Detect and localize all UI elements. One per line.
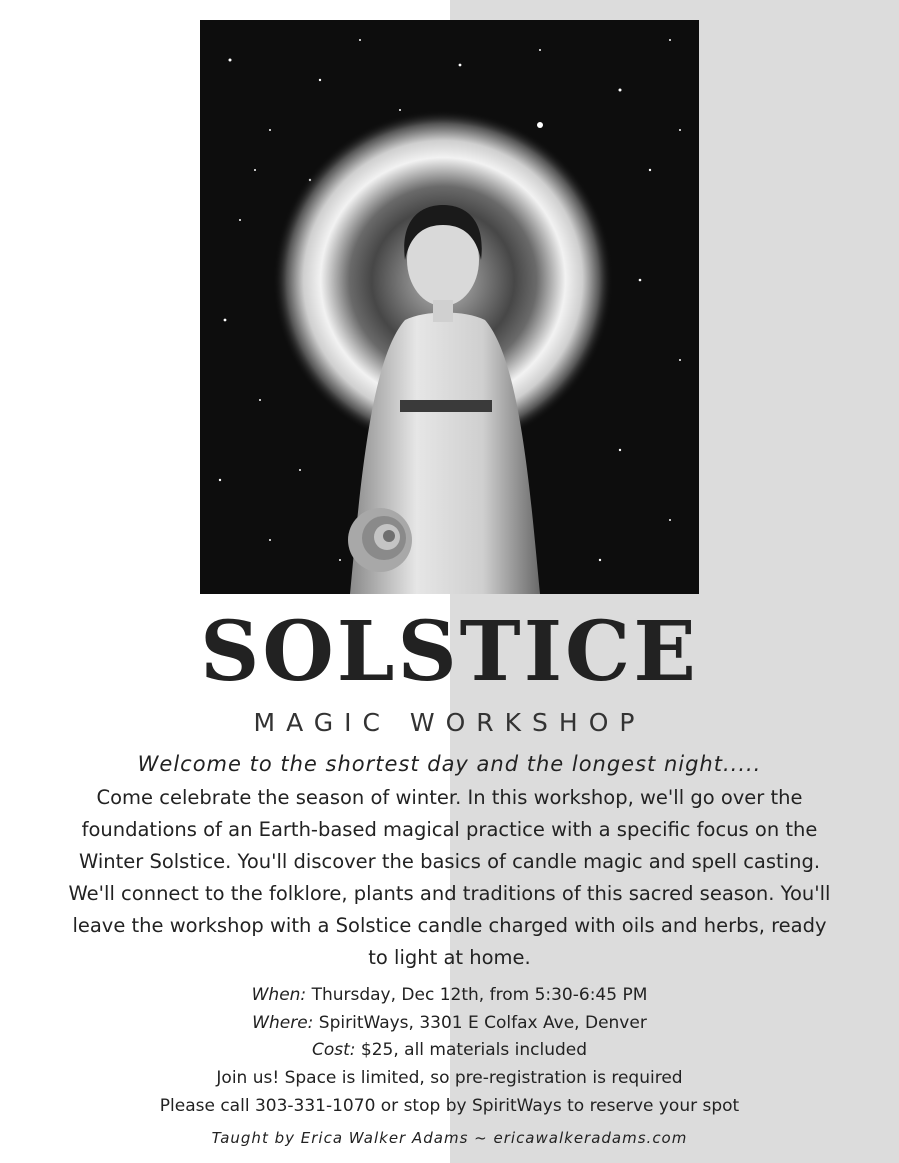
neck: [433, 300, 453, 322]
description-line: foundations of an Earth-based magical practice with a specific focus on the: [81, 818, 818, 841]
woman-with-halo-illustration: [200, 20, 699, 594]
call-line: Please call 303-331-1070 or stop by SpiritWays to reserve your spot: [159, 1095, 740, 1116]
belt: [400, 400, 492, 412]
description-line: to light at home.: [368, 946, 531, 969]
cost-label: Cost:: [311, 1040, 356, 1061]
subtitle: MAGIC WORKSHOP: [253, 708, 646, 737]
description-line: leave the workshop with a Solstice candle charged with oils and herbs, ready: [72, 914, 827, 937]
join-line: Join us! Space is limited, so pre-registration is required: [216, 1068, 683, 1089]
hero-photo: [200, 20, 699, 594]
when-row: [0, 982, 899, 1010]
spiral-shell: [348, 508, 412, 572]
description-line: Come celebrate the season of winter. In this workshop, we'll go over the: [96, 786, 803, 809]
where-row: [0, 1010, 899, 1038]
description-line: We'll connect to the folklore, plants and traditions of this sacred season. You'll: [68, 882, 831, 905]
event-details: [0, 982, 899, 1121]
cost-row: [0, 1037, 899, 1065]
cost-value: $25, all materials included: [360, 1040, 588, 1061]
footer-credit: Taught by Erica Walker Adams ~ ericawalkeradams.com: [211, 1129, 688, 1147]
where-label: Where:: [252, 1012, 314, 1033]
when-value: Thursday, Dec 12th, from 5:30-6:45 PM: [311, 985, 648, 1005]
when-label: When:: [251, 985, 307, 1005]
description: [20, 782, 879, 974]
where-value: SpiritWays, 3301 E Colfax Ave, Denver: [318, 1012, 647, 1033]
welcome-line: Welcome to the shortest day and the longest night.....: [137, 752, 762, 776]
description-line: Winter Solstice. You'll discover the basics of candle magic and spell casting.: [78, 850, 821, 873]
title: SOLSTICE: [200, 604, 699, 700]
